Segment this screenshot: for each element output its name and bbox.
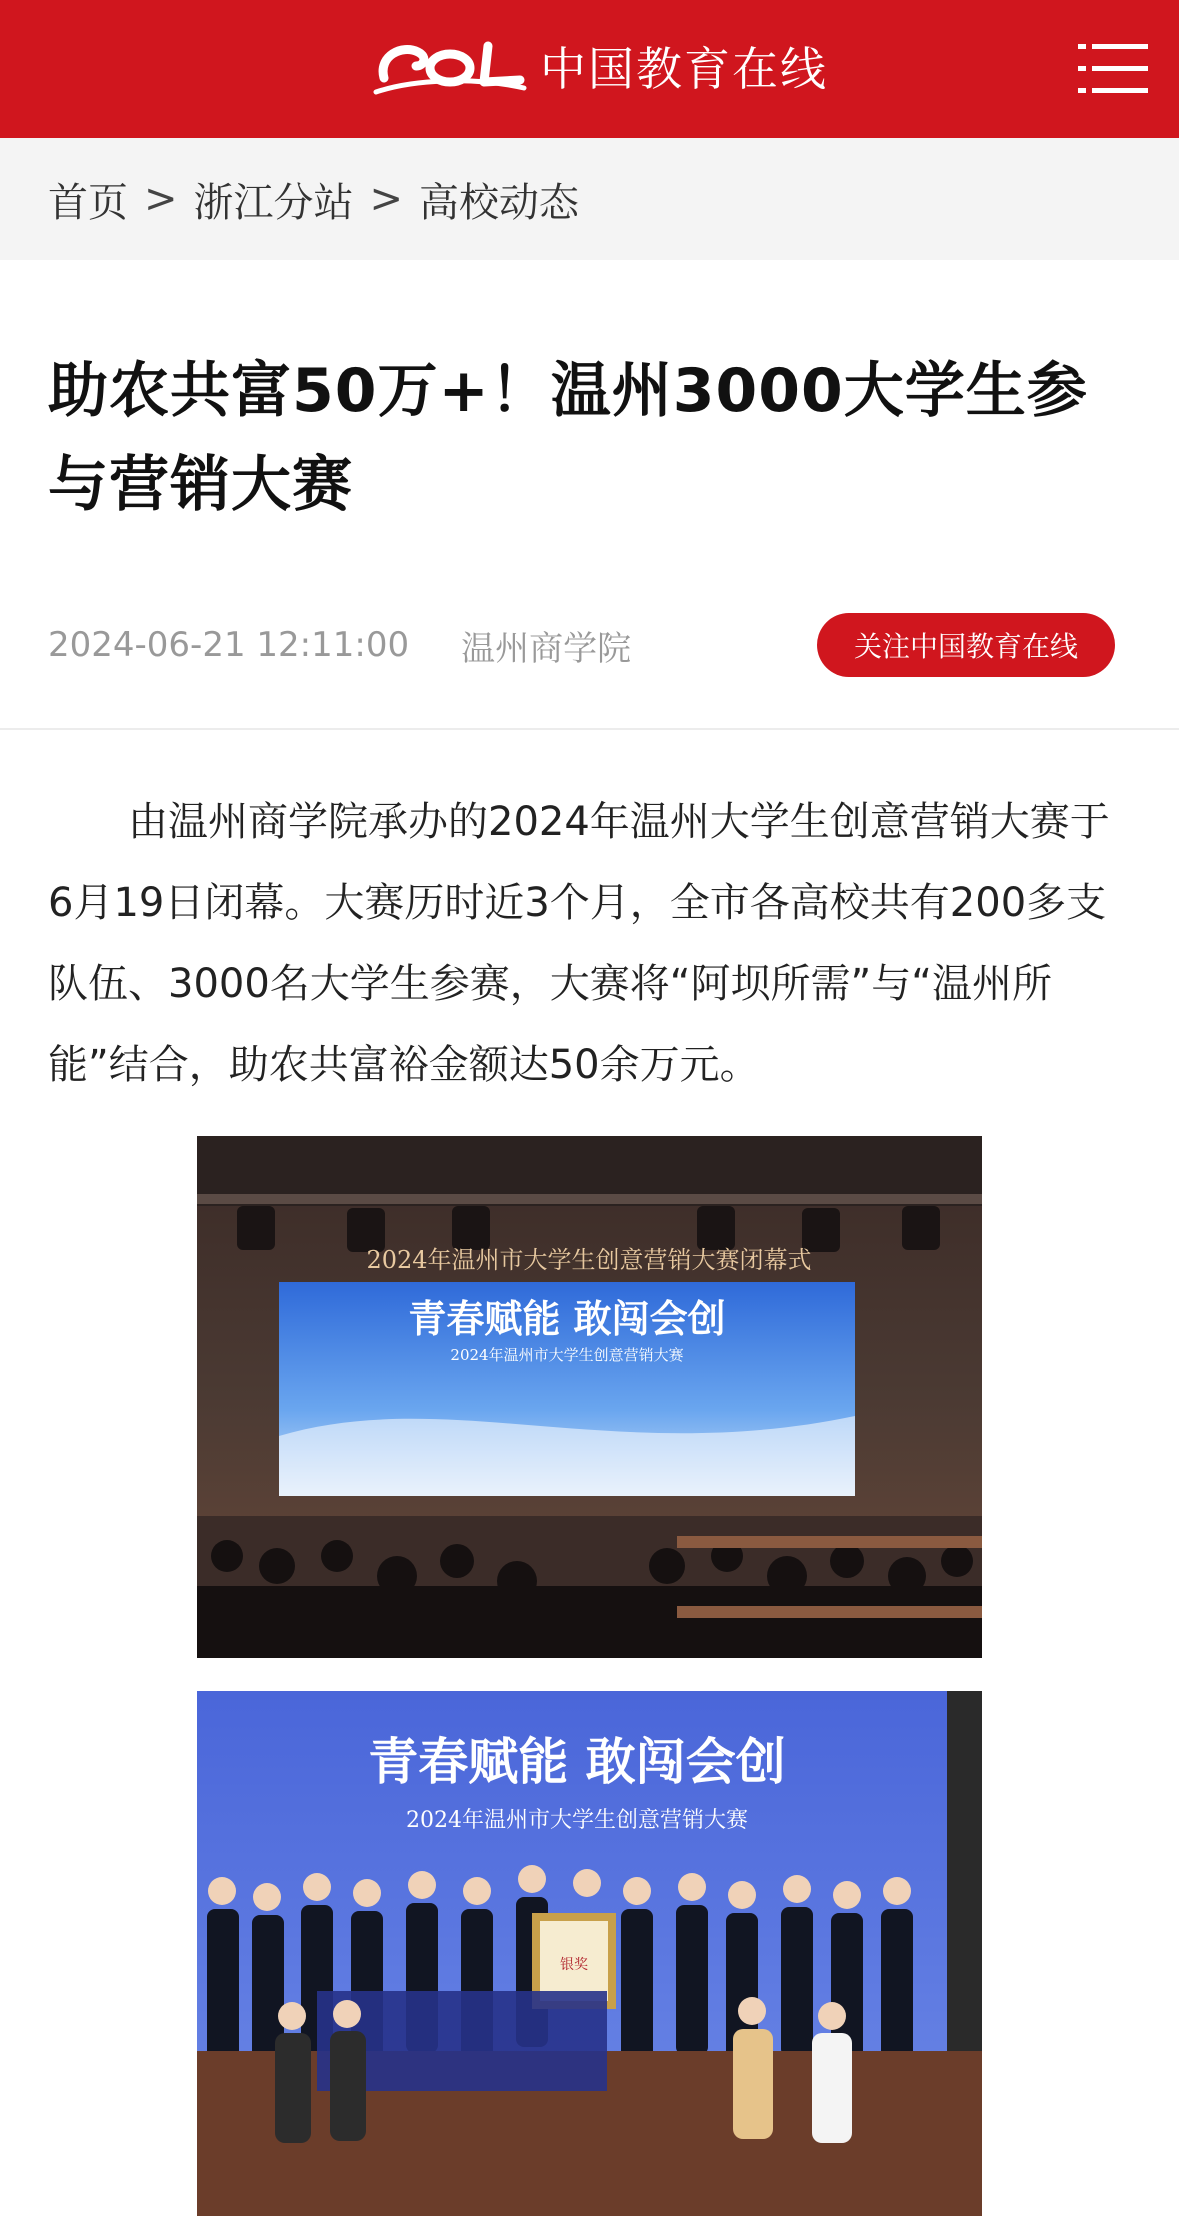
article-meta — [48, 614, 631, 676]
article-datetime: 2024-06-21 12:11:00 — [48, 625, 410, 665]
award-label: 银奖 — [560, 1957, 588, 1973]
article-paragraph: 由温州商学院承办的2024年温州大学生创意营销大赛于6月19日闭幕。大赛历时近3个月，全市各高校共有200多支队伍、3000名大学生参赛，大赛将“阿坝所需”与“温州所能”结合，助农共富裕金额达50余万元。 — [48, 799, 1110, 1088]
hamburger-menu-icon[interactable] — [1078, 38, 1150, 98]
top-header-bar — [0, 0, 1179, 138]
article-photo-ceremony[interactable] — [197, 1136, 982, 1658]
ceremony-banner: 2024年温州市大学生创意营销大赛闭幕式 — [366, 1246, 812, 1274]
breadcrumb-separator: > — [144, 176, 178, 222]
screen-subtitle: 2024年温州市大学生创意营销大赛 — [450, 1346, 684, 1364]
breadcrumb-campus-news-link[interactable]: 高校动态 — [419, 179, 580, 226]
breadcrumb-home-link[interactable]: 首页 — [48, 179, 128, 226]
divider — [0, 728, 1179, 730]
site-logo[interactable] — [372, 26, 828, 106]
breadcrumb — [0, 138, 1179, 260]
follow-button[interactable]: 关注中国教育在线 — [817, 613, 1115, 677]
backdrop-title: 青春赋能 敢闯会创 — [368, 1732, 786, 1791]
article-photo-award-group[interactable] — [197, 1691, 982, 2216]
article-title: 助农共富50万+！温州3000大学生参与营销大赛 — [48, 356, 1088, 520]
breadcrumb-separator: > — [369, 176, 404, 222]
article-source: 温州商学院 — [461, 628, 632, 669]
breadcrumb-zhejiang-link[interactable]: 浙江分站 — [193, 179, 354, 226]
backdrop-subtitle: 2024年温州市大学生创意营销大赛 — [406, 1808, 748, 1833]
screen-title: 青春赋能 敢闯会创 — [408, 1296, 726, 1341]
col-logo-icon — [372, 26, 528, 106]
site-name: 中国教育在线 — [540, 42, 828, 96]
